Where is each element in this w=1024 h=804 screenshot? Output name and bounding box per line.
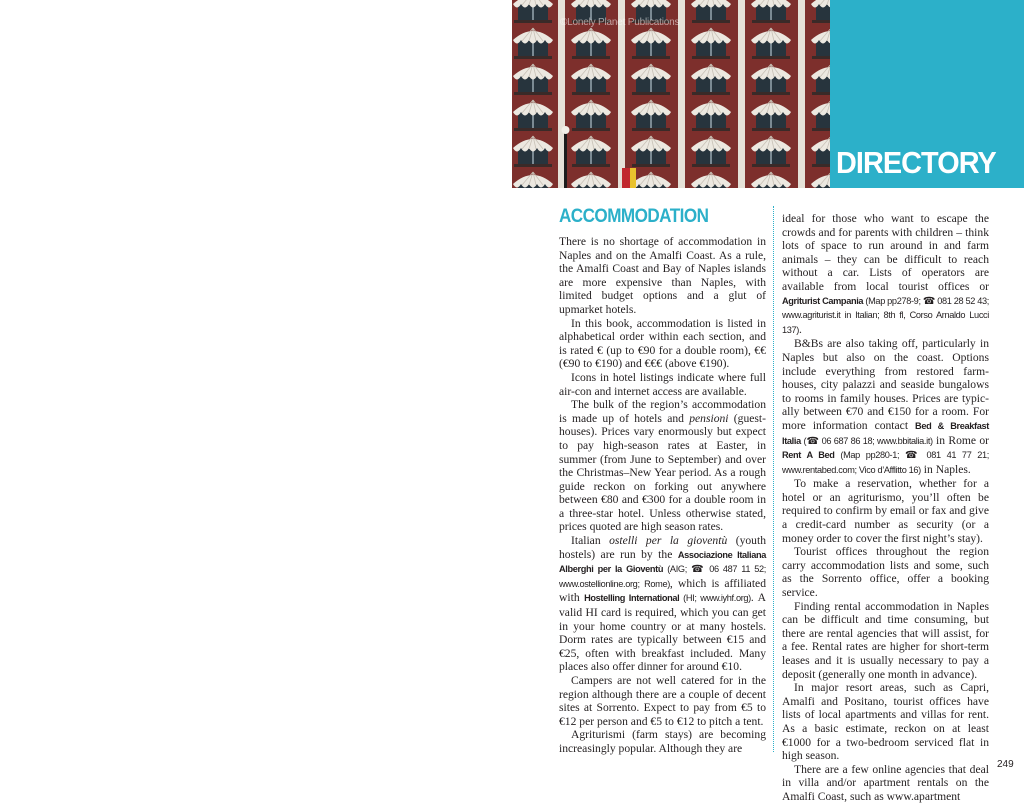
phone-icon: ☎ [691, 564, 706, 576]
org-name-bbitalia: Bed & Breakfast Italia [782, 420, 989, 446]
text-run: 081 41 77 21; www.rentabed.com; Vico d’Afflitto 16) [782, 450, 989, 475]
text-run: (youth hostels) are run by the [559, 534, 766, 561]
emphasis-ostelli: ostelli per la gioventù [609, 534, 728, 548]
paragraph [782, 337, 989, 477]
paragraph [559, 398, 766, 534]
text-run: in Naples. [920, 462, 971, 476]
column-divider [773, 206, 774, 752]
org-details-hi: (HI; www.iyhf.org) [679, 593, 751, 604]
paragraph [559, 534, 766, 674]
text-run: , which is affiliated with [559, 576, 766, 605]
left-text-column [559, 206, 766, 756]
text-run: . [799, 322, 802, 336]
paragraph: Icons in hotel listings indicate where full air-con and internet access are available. [559, 370, 766, 398]
text-run: (Map pp280-1; [834, 450, 905, 461]
text-run: (AIG; [663, 564, 692, 575]
paragraph: There is no shortage of accommodation in Naples and on the Amalfi Coast. As a rule, the Amalfi Coast and Bay of Naples islands are more expensive than Naples, with limited budget options and a glut of upmarket hotels. [559, 235, 766, 316]
section-heading: ACCOMMODATION [559, 206, 709, 227]
paragraph: Tourist offices throughout the region carry accommodation lists and some, such as the Sorrento office, offer a booking service. [782, 545, 989, 600]
phone-icon: ☎ [806, 435, 820, 447]
org-name-agriturist: Agriturist Campania [782, 295, 864, 306]
emphasis-pensioni: pensioni [689, 411, 729, 425]
org-name-hi: Hostelling International [584, 593, 680, 604]
photo-credit: ©Lonely Planet Publications [560, 17, 680, 28]
org-name-rentabed: Rent A Bed [782, 450, 835, 461]
hotel-facade-photo [512, 0, 830, 188]
page-number: 249 [997, 759, 1014, 770]
phone-icon: ☎ [904, 450, 921, 462]
page-title: DIRECTORY [836, 145, 996, 180]
phone-icon: ☎ [922, 295, 936, 307]
text-run: 06 487 11 52; www.ostellionline.org; Rome) [559, 564, 767, 589]
org-name-aig: Associazione Italiana Alberghi per la Gioventù [559, 549, 766, 575]
paragraph: To make a reservation, whether for a hotel or an agriturismo, you’ll often be required to confirm by email or fax and give a credit-card number as security (or a money order to cover the first night’s stay). [782, 477, 989, 545]
text-run: (Map pp278-9; [863, 295, 923, 306]
text-run: in Rome or [932, 433, 989, 447]
right-text-column [782, 212, 989, 804]
text-run: B&Bs are also taking off, particularly in Naples but also on the coast. Options include everything from restored farm-houses, city palazzi and seaside bungalows to rooms in family houses. Prices are typic-ally between €70 and €150 for a room. For more information contact [782, 337, 989, 432]
paragraph [782, 212, 989, 337]
text-run: 06 687 86 18; www.bbitalia.it) [819, 435, 933, 446]
text-run: ( [800, 435, 807, 446]
text-run: Italian [571, 534, 610, 548]
paragraph: Campers are not well catered for in the region although there are a couple of decent sites at Sorrento. Expect to pay from €5 to €12 per person and €5 to €12 to pitch a tent. [559, 674, 766, 728]
text-run: The bulk of the region’s accommodation is made up of hotels and [559, 398, 766, 425]
paragraph: There are a few online agencies that deal in villa and/or apartment rentals on the Amalfi Coast, such as www.apartment [782, 762, 989, 803]
text-run: 081 28 52 43; www.agriturist.it in Italian; 8th fl, Corso Arnaldo Lucci 137) [782, 295, 989, 335]
paragraph: In major resort areas, such as Capri, Amalfi and Positano, tourist offices have lists of local apartments and villas for rent. As a basic estimate, reckon on at least €1000 for a two-bedroom serviced flat in high season. [782, 681, 989, 763]
org-details-bbitalia [801, 436, 933, 446]
text-run: (guest-houses). Prices vary enormously but expect to pay high-season rates at Easter, in summer (from June to September) and over the Christmas–New Year period. As a rough guide reckon on forking out anywhere between €80 and €300 for a double room in a three-star hotel. Unless otherwise stated, prices quoted are high season rates. [559, 411, 766, 534]
paragraph: In this book, accommodation is listed in alphabetical order within each section, and is rated € (up to €90 for a double room), €€ (€90 to €190) and €€€ (above €190). [559, 316, 766, 371]
paragraph: Agriturismi (farm stays) are becoming increasingly popular. Although they are [559, 728, 766, 755]
paragraph: Finding rental accommodation in Naples can be difficult and time consuming, but there are rental agencies that will assist, for a fee. Rental rates are higher for short-term leases and it is usually necessary to pay a deposit (generally one month in advance). [782, 599, 989, 681]
text-run: . A valid HI card is required, which you can get in your home country or at many hostels. Dorm rates are typically between €15 and €25, often with breakfast included. Many places also offer dinner for around €10. [559, 591, 766, 674]
text-run: ideal for those who want to escape the crowds and for parents with children – think lots of space to run around in and farm animals – they can be difficult to reach without a car. Lists of operators are available from local tourist offices or [782, 212, 989, 293]
